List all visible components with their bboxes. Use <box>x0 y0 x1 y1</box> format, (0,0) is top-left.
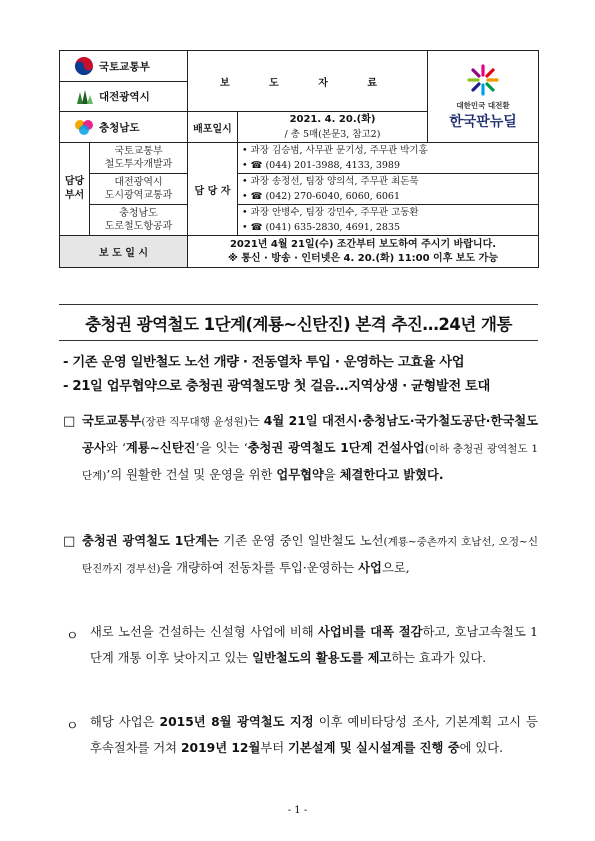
circle-bullet-icon: ㅇ <box>66 629 79 644</box>
contact-section-label: 담당 부서 <box>60 143 90 236</box>
report-date-label: 보 도 일 시 <box>60 236 188 268</box>
circle-bullet-icon: ㅇ <box>66 719 79 734</box>
distribution-date: 2021. 4. 20.(화) <box>289 114 376 125</box>
subheading: - 21일 업무협약으로 충청권 광역철도망 첫 걸음…지역상생 · 균형발전 토대 <box>63 379 490 394</box>
org-cell-daejeon <box>60 82 188 112</box>
headline: 충청권 광역철도 1단계(계룡~신탄진) 본격 추진…24년 개통 <box>85 315 512 334</box>
new-deal-logo-icon <box>466 63 500 97</box>
distribution-label: 배포일시 <box>188 112 238 143</box>
body-paragraph: 충청권 광역철도 1단계는 기존 운영 중인 일반철도 노선(계룡∼중촌까지 호남선, 오정∼신탄진까지 경부선)을 개량하여 전동차를 투입·운영하는 사업으로, <box>82 534 538 575</box>
taegeuk-emblem-icon <box>74 56 94 76</box>
contact-person-label: 담 당 자 <box>188 143 238 236</box>
press-release-title: 보 도 자 료 <box>188 51 428 112</box>
subheading: - 기존 운영 일반철도 노선 개량 · 전동열차 투입 · 운영하는 고효율 사업 <box>63 355 465 370</box>
contact-dept: 충청남도 도로철도항공과 <box>90 205 188 236</box>
distribution-pages: / 총 5매(본문3, 참고2) <box>284 129 381 140</box>
org-cell-chungnam <box>60 112 188 143</box>
contact-dept: 대전광역시 도시광역교통과 <box>90 174 188 205</box>
org-name: 충청남도 <box>99 121 140 134</box>
contact-info: • 과장 송정선, 팀장 양의석, 주무관 최돈묵 • ☎ (042) 270-6040, 6060, 6061 <box>238 174 539 205</box>
brand-name: 한국판뉴딜 <box>449 113 517 130</box>
headline-top-rule <box>59 304 538 305</box>
press-release-header <box>59 50 539 268</box>
org-cell-molit <box>60 51 188 82</box>
brand-cell <box>428 51 539 143</box>
square-bullet-icon: □ <box>63 414 76 429</box>
daejeon-logo-icon <box>74 88 94 106</box>
body-paragraph: 국토교통부(장관 직무대행 윤성원)는 4월 21일 대전시·충청남도·국가철도공단·한국철도공사와 ‘계룡∼신탄진’을 잇는 ‘충청권 광역철도 1단계 건설사업(이하 충청권 광역철도 1단계)’의 원활한 건설 및 운영을 위한 업무협약을 체결한다고 밝혔다. <box>82 414 539 482</box>
contact-info: • 과장 안병수, 팀장 강민수, 주무관 고동환 • ☎ (041) 635-2830, 4691, 2835 <box>238 205 539 236</box>
distribution-date-cell <box>238 112 428 143</box>
body-paragraph: 새로 노선을 건설하는 신설형 사업에 비해 사업비를 대폭 절감하고, 호남고속철도 1단계 개통 이후 낮아지고 있는 일반철도의 활용도를 제고하는 효과가 있다. <box>90 625 538 665</box>
square-bullet-icon: □ <box>63 534 76 549</box>
page-number: - 1 - <box>287 805 308 816</box>
headline-bottom-rule <box>59 340 538 341</box>
org-name: 대전광역시 <box>99 91 150 103</box>
chungnam-logo-icon <box>74 118 94 136</box>
contact-dept: 국토교통부 철도투자개발과 <box>90 143 188 174</box>
brand-slogan: 대한민국 대전환 <box>456 100 510 110</box>
body-paragraph: 해당 사업은 2015년 8월 광역철도 지정 이후 예비타당성 조사, 기본계획 고시 등 후속절차를 거쳐 2019년 12월부터 기본설계 및 실시설계를 진행 중에 있다. <box>90 715 538 755</box>
org-name: 국토교통부 <box>99 60 150 73</box>
contact-info: • 과장 김승범, 사무관 문기성, 주무관 박기홍 • ☎ (044) 201-3988, 4133, 3989 <box>238 143 539 174</box>
report-date-info: 2021년 4월 21일(수) 조간부터 보도하여 주시기 바랍니다. ※ 통신 · 방송 · 인터넷은 4. 20.(화) 11:00 이후 보도 가능 <box>188 236 539 268</box>
